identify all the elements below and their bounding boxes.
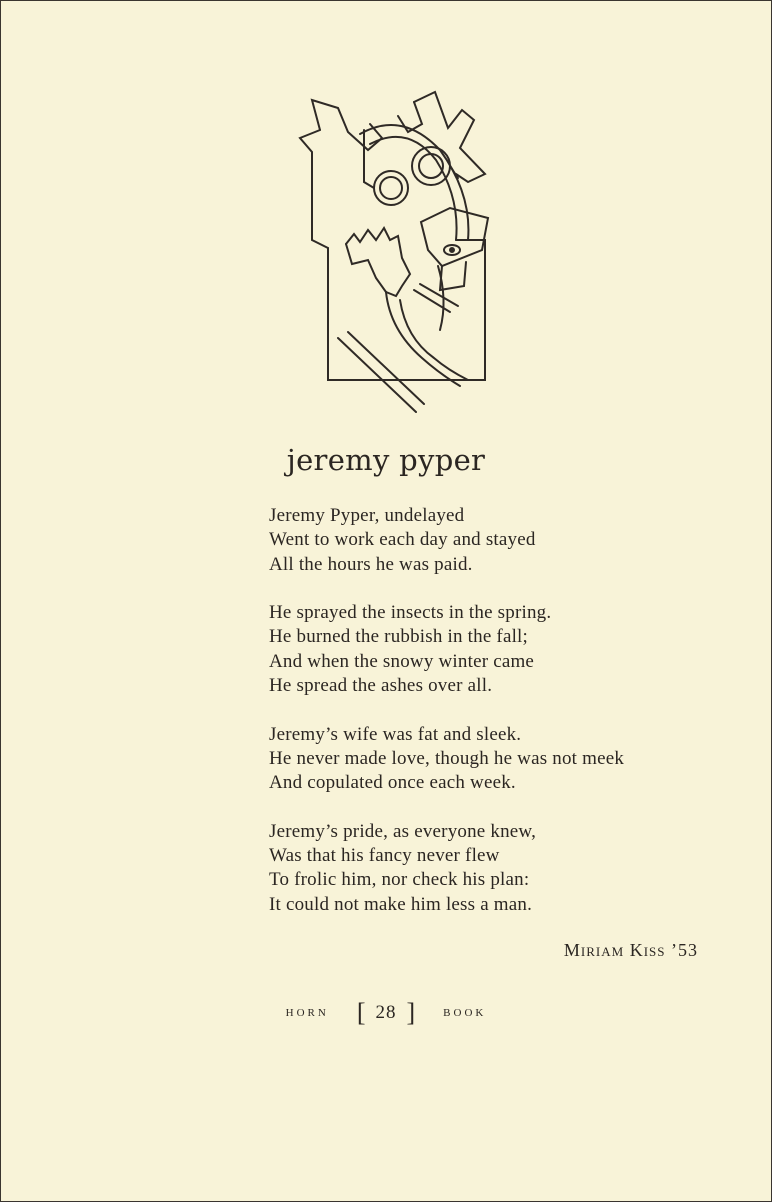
stanza-1	[269, 504, 624, 577]
poem-line: It could not make him less a man.	[269, 893, 533, 915]
stanza-3	[269, 723, 624, 796]
stanza-2	[269, 601, 624, 698]
poem-line: Jeremy’s wife was fat and sleek.	[269, 723, 522, 745]
poem-line: He never made love, though he was not meek	[269, 747, 625, 769]
poem-line: Jeremy Pyper, undelayed	[269, 505, 465, 526]
page-number: 28	[375, 1002, 397, 1023]
abstract-figure-line-drawing-icon	[290, 90, 510, 415]
poem-line: He spread the ashes over all.	[269, 675, 493, 697]
folio-left-word: HORN	[285, 1007, 329, 1019]
poem-line: All the hours he was paid.	[269, 553, 473, 575]
poem-line: He sprayed the insects in the spring.	[269, 602, 552, 624]
poem-title: jeremy pyper	[286, 443, 486, 477]
poem-line: He burned the rubbish in the fall;	[269, 626, 529, 648]
poem-line: To frolic him, nor check his plan:	[269, 869, 530, 891]
folio-right-bracket: ]	[406, 998, 416, 1027]
poem-line: And copulated once each week.	[269, 772, 516, 794]
poem-body	[269, 504, 624, 941]
author-attribution: Miriam Kiss ’53	[563, 940, 698, 960]
stanza-4	[269, 820, 624, 917]
folio-left-bracket: [	[356, 998, 366, 1027]
poem-line: Went to work each day and stayed	[269, 529, 536, 551]
page-folio	[0, 998, 772, 1028]
poem-line: And when the snowy winter came	[269, 650, 535, 672]
poem-line: Was that his fancy never flew	[269, 845, 500, 867]
poem-line: Jeremy’s pride, as everyone knew,	[269, 820, 537, 842]
folio-right-word: BOOK	[443, 1007, 487, 1019]
